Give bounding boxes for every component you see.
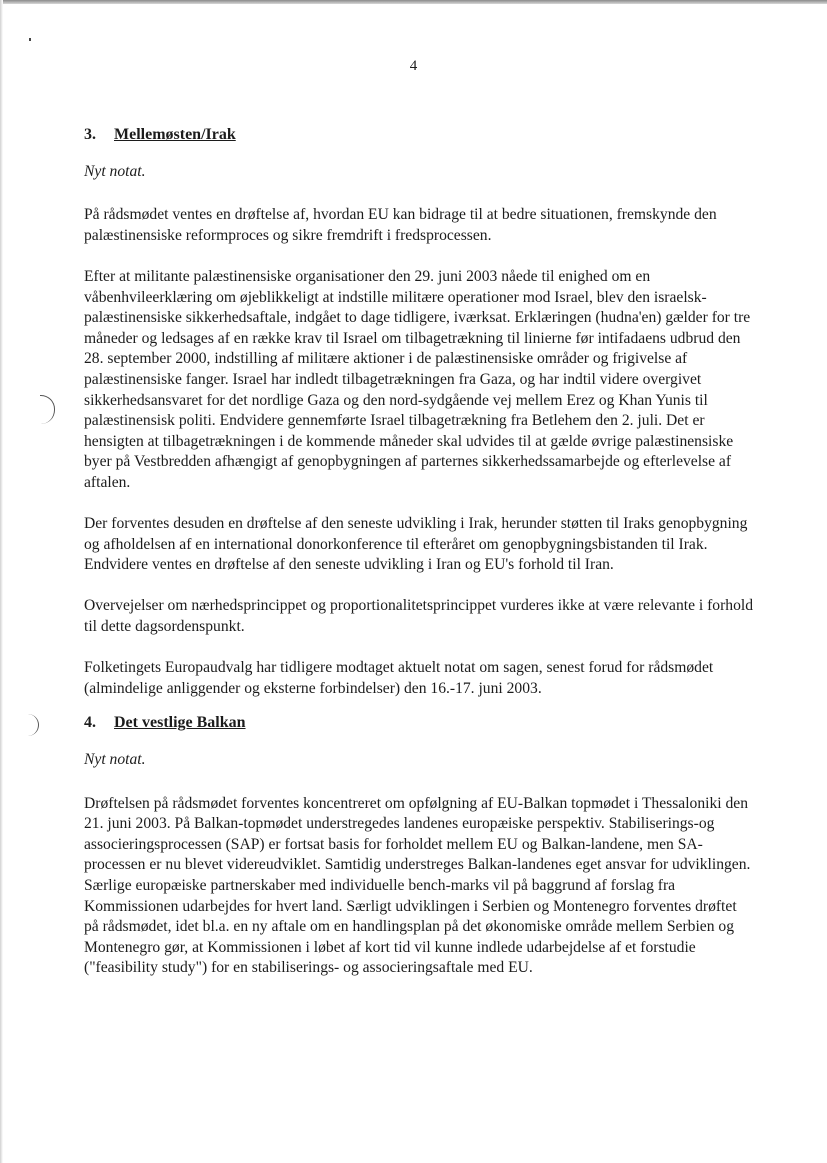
scan-speck bbox=[29, 38, 31, 41]
paragraph: Drøftelsen på rådsmødet forventes koncentreret om opfølgning af EU-Balkan topmødet i Thessaloniki den 21. juni 2003. På Balkan-topmødet understregedes landenes europæiske perspektiv. Stabiliserings-og associeringsprocessen (SAP) er fortsat basis for forholdet mellem EU og Balkan-landene, men SA-processen er nu blevet videreudviklet. Samtidig understreges Balkan-landenes eget ansvar for udviklingen. Særlige europæiske partnerskaber med individuelle bench-marks vil på baggrund af forslag fra Kommissionen udarbejdes for hvert land. Særligt udviklingen i Serbien og Montenegro forventes drøftet på rådsmødet, idet bl.a. en ny aftale om en handlingsplan på det økonomiske område mellem Serbien og Montenegro gør, at Kommissionen i løbet af kort tid vil kunne indlede udarbejdelse af et forstudie ("feasibility study") for en stabiliserings- og associeringsaftale med EU. bbox=[84, 794, 751, 977]
section-number: 3. bbox=[84, 126, 96, 143]
paragraph: Efter at militante palæstinensiske organisationer den 29. juni 2003 nåede til enighed om en våbenhvileerklæring om øjeblikkeligt at indstille militære operationer mod Israel, blev den israelsk-palæstinensiske sikkerhedsaftale, indgået to dage tidligere, iværksat. Erklæringen (hudna'en) gælder for tre måneder og ledsages af en række krav til Israel om tilbagetrækning til linierne før intifadaens udbrud den 28. september 2000, indstilling af militære aktioner i de palæstinensiske områder og frigivelse af palæstinensiske fanger. Israel har indledt tilbagetrækningen fra Gaza, og har indtil videre overgivet sikkerhedsansvaret for det nordlige Gaza og den nord-sydgående vej mellem Erez og Khan Yunis til palæstinensisk politi. Endvidere gennemførte Israel tilbagetrækning fra Betlehem den 2. juli. Det er hensigten at tilbagetrækningen i de kommende måneder skal udvides til at gælde øvrige palæstinensiske byer på Vestbredden afhængigt af genopbygningen af parternes sikkerhedssamarbejde og efterlevelse af aftalen. bbox=[84, 267, 751, 491]
paragraph: Folketingets Europaudvalg har tidligere modtaget aktuelt notat om sagen, senest forud for rådsmødet (almindelige anliggender og eksterne forbindelser) den 16.-17. juni 2003. bbox=[84, 659, 714, 697]
section-subnote: Nyt notat. bbox=[84, 751, 146, 769]
page-number: 4 bbox=[409, 58, 418, 74]
margin-pen-mark bbox=[40, 395, 55, 424]
section-title: Mellemøsten/Irak bbox=[114, 126, 236, 143]
document-body bbox=[84, 125, 754, 1000]
section-number: 4. bbox=[84, 714, 96, 732]
paragraph: Der forventes desuden en drøftelse af den seneste udvikling i Irak, herunder støtten til Iraks genopbygning og afholdelsen af en international donorkonference til efteråret om genopbygningsbistanden til Irak. Endvidere ventes en drøftelse af den seneste udvikling i Iran og EU's forhold til Iran. bbox=[84, 515, 748, 574]
scan-left-edge bbox=[0, 0, 3, 1163]
paragraph: Overvejelser om nærhedsprincippet og proportionalitetsprincippet vurderes ikke at være relevante i forhold til dette dagsordenspunkt. bbox=[84, 597, 754, 636]
section-heading bbox=[84, 713, 754, 734]
section-det-vestlige-balkan bbox=[84, 713, 754, 979]
section-mellemosten-irak bbox=[84, 125, 754, 699]
section-subnote: Nyt notat. bbox=[84, 162, 146, 180]
section-heading bbox=[84, 125, 754, 146]
margin-pen-mark bbox=[28, 714, 39, 736]
section-title: Det vestlige Balkan bbox=[114, 714, 246, 732]
scan-top-edge bbox=[0, 0, 827, 4]
paragraph: På rådsmødet ventes en drøftelse af, hvordan EU kan bidrage til at bedre situationen, fremskynde den palæstinensiske reformproces og sikre fremdrift i fredsprocessen. bbox=[84, 206, 717, 244]
